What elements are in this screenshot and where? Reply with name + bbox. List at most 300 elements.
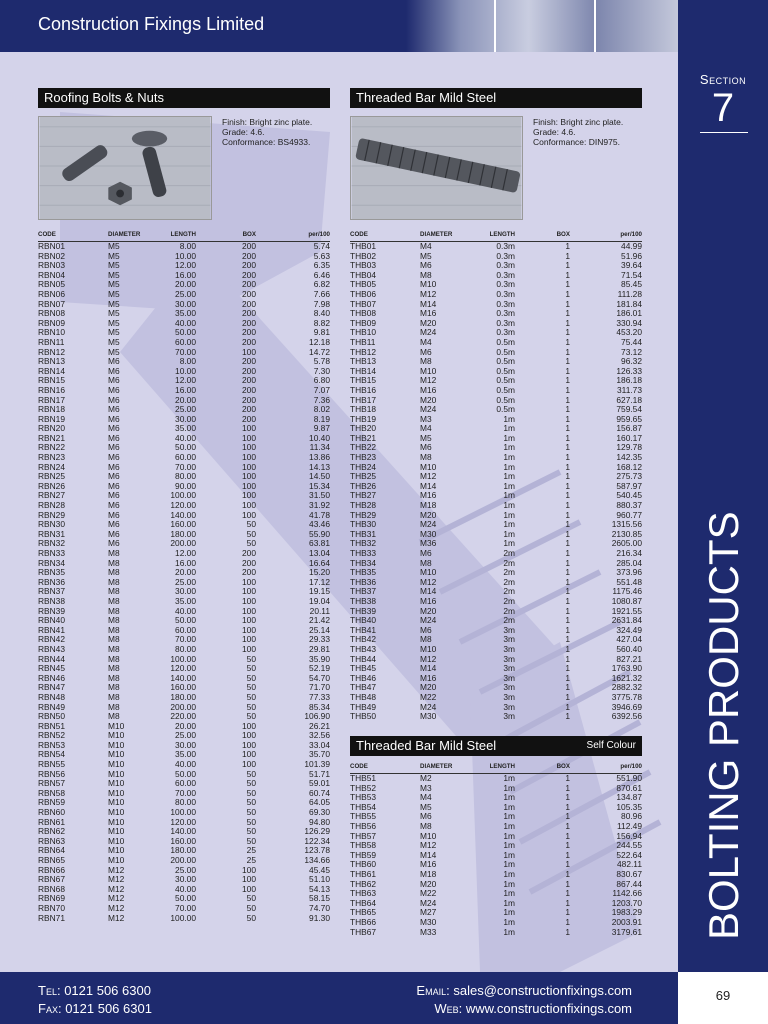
cell-length: 180.00	[170, 691, 196, 702]
cell-diameter: M6	[108, 538, 120, 549]
roofing-title: Roofing Bolts & Nuts	[44, 90, 164, 105]
cell-diameter: M12	[420, 653, 437, 664]
cell-price: 58.15	[309, 893, 330, 904]
cell-code: RBN03	[38, 260, 65, 271]
threaded-header	[350, 88, 642, 108]
cell-code: RBN19	[38, 413, 65, 424]
cell-diameter: M12	[420, 471, 437, 482]
table-row	[350, 578, 642, 588]
cell-box: 1	[565, 538, 570, 549]
cell-code: RBN32	[38, 538, 65, 549]
cell-length: 1m	[503, 500, 515, 511]
cell-code: THB08	[350, 308, 377, 319]
cell-length: 1m	[503, 878, 515, 889]
cell-box: 100	[242, 874, 256, 885]
cell-length: 2m	[503, 576, 515, 587]
cell-box: 200	[242, 356, 256, 367]
cell-length: 140.00	[170, 509, 196, 520]
cell-diameter: M14	[420, 480, 437, 491]
cell-price: 186.18	[616, 375, 642, 386]
roofing-header	[38, 88, 330, 108]
cell-price: 31.92	[309, 500, 330, 511]
section-title: BOLTING PRODUCTS	[700, 511, 747, 940]
cell-box: 1	[565, 519, 570, 530]
cell-box: 1	[565, 480, 570, 491]
cell-price: 106.90	[304, 711, 330, 722]
cell-diameter: M16	[420, 308, 437, 319]
cell-price: 16.64	[309, 557, 330, 568]
cell-price: 142.35	[616, 452, 642, 463]
cell-box: 200	[242, 327, 256, 338]
cell-price: 5.63	[313, 250, 330, 261]
cell-diameter: M24	[420, 404, 437, 415]
cell-length: 220.00	[170, 711, 196, 722]
cell-price: 373.96	[616, 567, 642, 578]
table-row	[350, 841, 642, 851]
cell-code: THB46	[350, 672, 377, 683]
table-row	[350, 693, 642, 703]
cell-box: 100	[242, 624, 256, 635]
table-row	[350, 908, 642, 918]
cell-price: 35.70	[309, 749, 330, 760]
cell-code: RBN56	[38, 768, 65, 779]
cell-box: 1	[565, 346, 570, 357]
cell-code: RBN53	[38, 739, 65, 750]
threaded-spec-finish: Finish: Bright zinc plate.	[533, 117, 624, 127]
roofing-bolts-image	[38, 116, 212, 220]
cell-length: 30.00	[175, 874, 196, 885]
cell-price: 96.32	[621, 356, 642, 367]
cell-diameter: M10	[420, 567, 437, 578]
cell-box: 100	[242, 500, 256, 511]
cell-code: RBN12	[38, 346, 65, 357]
cell-code: RBN44	[38, 653, 65, 664]
cell-price: 9.87	[313, 423, 330, 434]
cell-length: 100.00	[170, 653, 196, 664]
cell-price: 111.28	[617, 288, 642, 299]
roofing-spec-finish: Finish: Bright zinc plate.	[222, 117, 313, 127]
cell-box: 1	[565, 576, 570, 587]
roofing-spec	[222, 117, 312, 147]
cell-box: 1	[565, 811, 570, 822]
cell-code: THB50	[350, 711, 377, 722]
cell-box: 50	[246, 672, 256, 683]
cell-code: THB34	[350, 557, 377, 568]
cell-box: 1	[565, 548, 570, 558]
cell-price: 105.35	[616, 801, 642, 812]
cell-box: 1	[565, 490, 570, 501]
cell-length: 160.00	[170, 835, 196, 846]
col-length: LENGTH	[489, 231, 515, 238]
cell-diameter: M8	[108, 643, 120, 654]
cell-diameter: M5	[420, 250, 432, 261]
threaded-self-header	[350, 736, 642, 756]
cell-code: THB04	[350, 269, 377, 280]
cell-code: THB16	[350, 384, 377, 395]
cell-diameter: M8	[108, 624, 120, 635]
cell-box: 100	[242, 452, 256, 463]
cell-diameter: M8	[108, 586, 120, 597]
cell-price: 14.13	[309, 461, 330, 472]
cell-diameter: M5	[108, 279, 120, 290]
cell-box: 25	[246, 855, 256, 865]
cell-length: 2m	[503, 586, 515, 597]
cell-diameter: M2	[420, 773, 432, 783]
cell-price: 8.19	[313, 413, 330, 424]
cell-box: 200	[242, 365, 256, 376]
cell-box: 200	[242, 269, 256, 280]
cell-code: RBN65	[38, 855, 65, 865]
cell-price: 69.30	[309, 807, 330, 818]
cell-length: 60.00	[175, 624, 196, 635]
cell-diameter: M6	[108, 375, 120, 386]
cell-diameter: M20	[420, 878, 437, 889]
footer-contact-block	[416, 982, 632, 1018]
cell-diameter: M5	[108, 269, 120, 280]
cell-length: 10.00	[175, 250, 196, 261]
table-row	[350, 635, 642, 645]
cell-length: 3m	[503, 672, 515, 683]
table-row	[350, 928, 642, 938]
cell-price: 77.33	[309, 691, 330, 702]
cell-diameter: M5	[108, 250, 120, 261]
cell-box: 1	[565, 830, 570, 841]
table-row	[350, 870, 642, 880]
cell-code: THB25	[350, 471, 377, 482]
cell-price: 54.13	[309, 883, 330, 894]
table-row	[350, 597, 642, 607]
cell-code: RBN16	[38, 384, 65, 395]
cell-diameter: M12	[108, 883, 125, 894]
cell-diameter: M20	[420, 394, 437, 405]
col-per100: per/100	[620, 231, 642, 238]
cell-code: THB26	[350, 480, 377, 491]
cell-length: 70.00	[175, 634, 196, 645]
cell-price: 32.56	[309, 730, 330, 741]
cell-box: 100	[242, 461, 256, 472]
cell-code: THB23	[350, 452, 377, 463]
cell-box: 50	[246, 835, 256, 846]
cell-diameter: M6	[108, 480, 120, 491]
cell-code: THB29	[350, 509, 377, 520]
cell-box: 1	[565, 452, 570, 463]
cell-box: 200	[242, 308, 256, 319]
cell-diameter: M10	[108, 778, 125, 789]
cell-box: 1	[565, 615, 570, 626]
cell-price: 8.40	[313, 308, 330, 319]
cell-price: 759.54	[616, 404, 642, 415]
cell-price: 587.97	[616, 480, 642, 491]
cell-length: 12.00	[175, 548, 196, 558]
cell-price: 216.34	[616, 548, 642, 558]
cell-price: 54.70	[309, 672, 330, 683]
cell-box: 100	[242, 883, 256, 894]
cell-length: 1m	[503, 830, 515, 841]
cell-length: 0.5m	[496, 375, 515, 386]
cell-length: 30.00	[175, 413, 196, 424]
threaded-spec	[533, 117, 623, 147]
cell-code: THB20	[350, 423, 377, 434]
cell-diameter: M20	[420, 317, 437, 328]
cell-diameter: M8	[420, 820, 432, 831]
cell-box: 200	[242, 250, 256, 261]
cell-box: 1	[565, 461, 570, 472]
cell-code: RBN15	[38, 375, 65, 386]
cell-diameter: M8	[420, 269, 432, 280]
cell-box: 50	[246, 519, 256, 530]
cell-length: 3m	[503, 624, 515, 635]
cell-diameter: M6	[108, 490, 120, 501]
cell-code: RBN36	[38, 576, 65, 587]
cell-length: 0.3m	[496, 298, 515, 309]
cell-length: 70.00	[175, 346, 196, 357]
web-link[interactable]: www.constructionfixings.com	[465, 1001, 632, 1016]
cell-length: 3m	[503, 682, 515, 693]
cell-code: THB38	[350, 595, 377, 606]
cell-code: THB24	[350, 461, 377, 472]
cell-price: 3775.78	[611, 691, 642, 702]
cell-code: THB36	[350, 576, 377, 587]
cell-box: 1	[565, 365, 570, 376]
cell-code: RBN59	[38, 797, 65, 808]
cell-diameter: M8	[420, 634, 432, 645]
col-length: LENGTH	[170, 231, 196, 238]
cell-length: 35.00	[175, 749, 196, 760]
cell-box: 25	[246, 845, 256, 856]
section-divider	[700, 132, 748, 133]
cell-diameter: M6	[108, 509, 120, 520]
cell-box: 1	[565, 336, 570, 347]
col-diameter: DIAMETER	[420, 231, 453, 238]
cell-price: 827.21	[616, 653, 642, 664]
cell-diameter: M6	[108, 356, 120, 367]
cell-length: 30.00	[175, 298, 196, 309]
cell-price: 2605.00	[611, 538, 642, 549]
cell-length: 2m	[503, 567, 515, 578]
cell-price: 6.46	[313, 269, 330, 280]
cell-diameter: M3	[420, 413, 432, 424]
cell-price: 1175.46	[612, 586, 642, 597]
fax-label: Fax:	[38, 1001, 62, 1016]
cell-length: 200.00	[170, 538, 196, 549]
threaded-self-tag: Self Colour	[586, 740, 636, 751]
cell-length: 1m	[503, 432, 515, 443]
cell-length: 1m	[503, 820, 515, 831]
cell-code: THB14	[350, 365, 377, 376]
cell-box: 50	[246, 778, 256, 789]
cell-length: 2m	[503, 605, 515, 616]
cell-diameter: M8	[108, 672, 120, 683]
cell-code: THB32	[350, 538, 377, 549]
email-link[interactable]: sales@constructionfixings.com	[453, 983, 632, 998]
cell-length: 1m	[503, 801, 515, 812]
cell-box: 100	[242, 480, 256, 491]
cell-code: THB31	[350, 528, 377, 539]
table-row	[350, 712, 642, 722]
cell-box: 100	[242, 423, 256, 434]
cell-price: 1203.70	[611, 897, 642, 908]
cell-diameter: M6	[108, 423, 120, 434]
cell-price: 15.20	[309, 567, 330, 578]
threaded-self-table	[350, 762, 642, 937]
cell-price: 39.64	[621, 260, 642, 271]
cell-length: 1m	[503, 926, 515, 937]
cell-price: 830.67	[616, 868, 642, 879]
cell-diameter: M12	[420, 375, 437, 386]
tel-number[interactable]: 0121 506 6300	[64, 983, 151, 998]
cell-diameter: M6	[420, 442, 432, 453]
cell-length: 0.5m	[496, 346, 515, 357]
cell-price: 29.33	[309, 634, 330, 645]
cell-price: 25.14	[309, 624, 330, 635]
cell-length: 50.00	[175, 768, 196, 779]
cell-box: 1	[565, 868, 570, 879]
cell-length: 140.00	[170, 826, 196, 837]
footer-phone-block	[38, 982, 152, 1018]
cell-code: RBN71	[38, 912, 65, 923]
cell-diameter: M10	[108, 845, 125, 856]
cell-box: 200	[242, 336, 256, 347]
cell-code: RBN04	[38, 269, 65, 280]
cell-diameter: M20	[420, 682, 437, 693]
cell-price: 20.11	[309, 605, 330, 616]
cell-length: 20.00	[175, 720, 196, 731]
col-box: BOX	[556, 231, 570, 238]
cell-code: THB17	[350, 394, 377, 405]
cell-price: 51.71	[309, 768, 330, 779]
cell-code: THB59	[350, 849, 377, 860]
cell-price: 126.33	[616, 365, 642, 376]
cell-length: 70.00	[175, 787, 196, 798]
cell-price: 29.81	[309, 643, 330, 654]
cell-box: 100	[242, 471, 256, 482]
cell-box: 1	[565, 432, 570, 443]
cell-price: 51.96	[621, 250, 642, 261]
cell-length: 1m	[503, 840, 515, 851]
cell-box: 1	[565, 413, 570, 424]
cell-code: RBN06	[38, 288, 65, 299]
cell-length: 30.00	[175, 586, 196, 597]
cell-code: RBN24	[38, 461, 65, 472]
cell-box: 100	[242, 509, 256, 520]
cell-diameter: M14	[420, 849, 437, 860]
cell-box: 200	[242, 279, 256, 290]
cell-length: 0.5m	[496, 384, 515, 395]
threaded-self-title: Threaded Bar Mild Steel	[356, 738, 497, 753]
cell-price: 6392.56	[611, 711, 642, 722]
cell-length: 0.3m	[496, 250, 515, 261]
cell-code: RBN35	[38, 567, 65, 578]
cell-code: RBN45	[38, 663, 65, 674]
table-row	[350, 664, 642, 674]
cell-price: 1621.32	[611, 672, 642, 683]
cell-length: 40.00	[175, 759, 196, 770]
table-row	[38, 914, 330, 924]
cell-diameter: M6	[108, 394, 120, 405]
cell-diameter: M10	[420, 643, 437, 654]
cell-diameter: M10	[108, 835, 125, 846]
cell-box: 50	[246, 816, 256, 827]
cell-price: 1983.29	[611, 907, 642, 918]
cell-diameter: M4	[420, 241, 432, 251]
cell-code: THB60	[350, 859, 377, 870]
cell-box: 1	[565, 327, 570, 338]
cell-diameter: M24	[420, 327, 437, 338]
cell-length: 2m	[503, 595, 515, 606]
cell-code: THB45	[350, 663, 377, 674]
cell-diameter: M12	[108, 912, 125, 923]
cell-diameter: M6	[108, 432, 120, 443]
cell-code: RBN62	[38, 826, 65, 837]
table-row	[350, 812, 642, 822]
cell-length: 100.00	[170, 490, 196, 501]
cell-diameter: M5	[108, 298, 120, 309]
cell-length: 1m	[503, 442, 515, 453]
cell-length: 1m	[503, 490, 515, 501]
cell-code: RBN46	[38, 672, 65, 683]
cell-code: THB58	[350, 840, 377, 851]
cell-box: 200	[242, 298, 256, 309]
cell-box: 50	[246, 912, 256, 923]
cell-code: THB21	[350, 432, 377, 443]
cell-code: RBN63	[38, 835, 65, 846]
cell-code: RBN37	[38, 586, 65, 597]
cell-length: 3m	[503, 663, 515, 674]
table-row	[350, 822, 642, 832]
cell-price: 453.20	[616, 327, 642, 338]
cell-diameter: M24	[420, 615, 437, 626]
cell-code: THB64	[350, 897, 377, 908]
cell-diameter: M10	[420, 461, 437, 472]
cell-diameter: M6	[108, 384, 120, 395]
cell-price: 330.94	[616, 317, 642, 328]
cell-box: 100	[242, 864, 256, 875]
cell-price: 7.07	[313, 384, 330, 395]
cell-price: 64.05	[309, 797, 330, 808]
cell-price: 627.18	[616, 394, 642, 405]
cell-code: RBN01	[38, 241, 65, 251]
cell-length: 25.00	[175, 288, 196, 299]
cell-price: 85.34	[309, 701, 330, 712]
cell-diameter: M6	[420, 260, 432, 271]
cell-length: 1m	[503, 461, 515, 472]
cell-length: 1m	[503, 792, 515, 803]
cell-price: 43.46	[309, 519, 330, 530]
cell-diameter: M4	[420, 423, 432, 434]
cell-box: 1	[565, 701, 570, 712]
cell-diameter: M6	[420, 346, 432, 357]
cell-price: 867.44	[616, 878, 642, 889]
cell-price: 13.86	[309, 452, 330, 463]
cell-length: 8.00	[179, 241, 196, 251]
cell-price: 33.04	[309, 739, 330, 750]
cell-box: 1	[565, 442, 570, 453]
table-row	[350, 655, 642, 665]
cell-box: 1	[565, 773, 570, 783]
cell-code: RBN55	[38, 759, 65, 770]
table-row	[350, 491, 642, 501]
table-row	[350, 703, 642, 713]
cell-price: 134.87	[616, 792, 642, 803]
cell-price: 551.48	[616, 576, 642, 587]
table-row	[350, 616, 642, 626]
cell-length: 40.00	[175, 605, 196, 616]
cell-box: 1	[565, 878, 570, 889]
table-row	[350, 832, 642, 842]
cell-diameter: M16	[420, 490, 437, 501]
table-row	[350, 899, 642, 909]
cell-code: RBN33	[38, 548, 65, 558]
